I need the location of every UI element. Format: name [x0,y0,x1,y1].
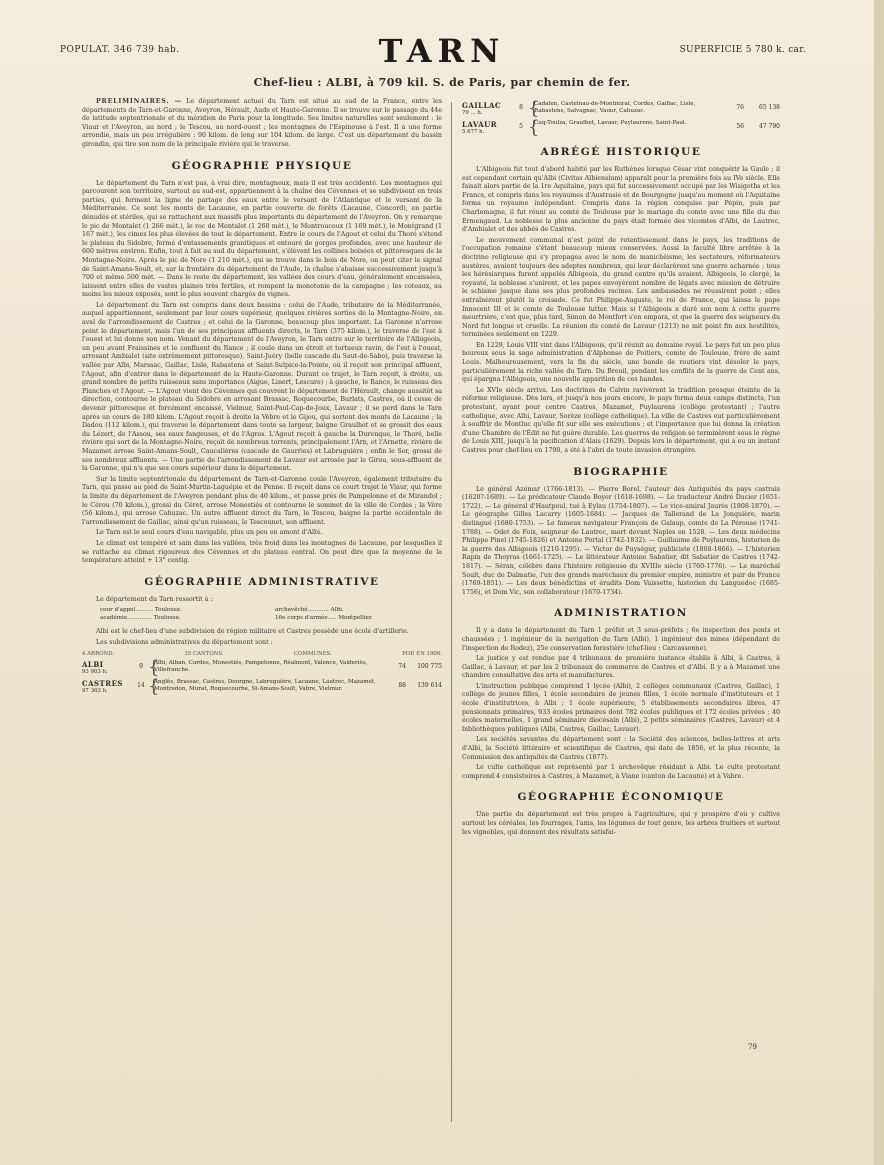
arrondissement-label: LAVAUR [462,120,498,129]
table-header-cell: COMMUNES. [293,651,332,658]
canton-count: 14 [137,682,145,690]
superficie-label: SUPERFICIE 5 780 k. car. [679,45,806,55]
population-value: 47 790 [759,123,780,130]
arrondissement-name [82,679,134,694]
economique-paragraph: Une partie du département est très propre à l'agriculture, qui y prospère d'où y cultive surtout les céréales, les fourrages, l'anis, les légumes de tout genre, les arbres fruitiers et surtout les vignobles, qui donnent des résultats satisfai- [462,811,780,836]
page-number: 79 [748,1043,757,1051]
physique-paragraph: Le département du Tarn est compris dans deux bassins : celui de l'Aude, tributaire de la Méditerranée, auquel appartiennent, seulement par leur cours supérieur, quelques rivières sorties de la Montagne-Noire, en aval de l'arrondissement de Castres ; et celui de la Garonne, beaucoup plus important. La Garonne n'arrose point le département, mais l'un de ses principaux affluents directs, le Tarn (375 kilom.), le traverse de l'est à l'ouest et lui donne son nom. Venant du département de l'Aveyron, le Tarn entre sur le territoire de l'Albigeois, un peu avant Fraissines et le confluent du Rance ; il coule dans un étroit et tortueux ravin, de l'est à l'ouest, arrosant Ambialet (site extrêmement pittoresque), Saint-Juéry (belle cascade du Saut-de-Sabo), puis traverse la vallée par Albi, Marssac, Gaillac, Lisle, Rabastens et Saint-Sulpice-la-Pointe, où il reçoit son principal affluent, l'Agout, afin d'entrer dans le département de la Haute-Garonne. Durant ce trajet, le Tarn reçoit, à droite, un grand nombre de petits ruisseaux sans importance (Aiguo, Linert, Lescure) ; à gauche, le Rance, le ruisseau des Planches et l'Agout. — L'Agout vient des Cévennes qui couvrent le département de l'Hérault, change aussitôt sa direction, contourne le plateau du Sidobre en arrosant Brassac, Roquecourbe, Burlats, Castres, où il cesse de devenir pittoresque et forcément encaissé, Vielmur, Saint-Paul-Cap-de-Joux, Lavaur ; il se perd dans le Tarn après un cours de 180 kilom. L'Agout reçoit à droite la Vèbre et le Gijou, qui sortent des monts de Lacaune ; la Dadou (112 kilom.), qui traverse le département dans toute sa largeur, baigne Graulhet et se grossit des eaux du Lézert, de l'Assou, ses eaux fangeuses, et de l'Agros. L'Agout reçoit à gauche la Durenque, le Thoré, belle rivière qui sort de la Montagne-Noire, reçoit de nombreux torrents, principalement l'Arn, et l'Arnette, rivière de Mazamet arrose Saint-Amans-Soult, Caucalières (cascade de Gaurries) et Labruguière ; enfin le Sor, grossi de ses nombreux affluents. — Une partie de l'arrondissement de Lavaur est arrosée par le Girou, sous-affluent de la Garonne, qui n'a que ses cours supérieur dans le département. [82,301,442,473]
table-header-cell: 35 CANTONS. [184,651,224,658]
preliminaires-lead: PRÉLIMINAIRES. — [96,98,182,105]
brace-icon: { [148,657,160,679]
physique-paragraph: Sur la limite septentrionale du département de Tarn-et-Garonne coule l'Aveyron, également tributaire du Tarn, qui passe au pied de Saint-Martin-Laguépie et de Penne. Il reçoit dans ce court trajet le Viaur, qui forme la limite du département de l'Aveyron pendant plus de 40 kilom., et passe près de Pampelonne et de Mirandol ; le Cérou (70 kilom.), grossi du Céret, arrose Monestiés et contourne le sommet de la ville de Cordes ; la Vère (56 kilom.), qui arrose Cahuzac. Un autre affluent direct du Tarn, le Tescou, baigne la partie occidentale de l'arrondissement de Gaillac, ainsi qu'un ruisseau, le Tescounet, son affluent. [82,475,442,526]
ressort-item: archevêché............ Albi. [275,607,344,614]
arrondissement-row [462,117,780,138]
arrondissement-name [462,101,514,116]
column-divider [451,102,452,1122]
preliminaires-paragraph [82,98,442,150]
population-label: POPULAT. 346 739 hab. [60,45,180,55]
administration-paragraph: Les sociétés savantes du département sont : la Société des sciences, belles-lettres et arts d'Albi, la Société littéraire et scientifique de Castres, qui date de 1856, et la plus récente, la Commission des antiquités de Castres (1877). [462,736,780,761]
historique-paragraph: L'Albigeois fut tout d'abord habité par les Ruthènes lorsque César vint conquérir la Gaule ; il est cependant certain qu'Albi (Civitas Albiensium) apparaît pour la première fois au IVe siècle. Elle faisait alors partie de la 1re Aquitaine, pays qui fut successivement occupé par les Wisigoths et les Francs, et compris dans les royaumes d'Austrasie et de Bourgogne jusqu'au moment où l'Aquitaine forma un royaume indépendant. Compris dans la région conquise par Pépin, puis par Charlemagne, il fut réuni au comté de Toulouse par le mariage du comte avec une fille du duc Ermengaud. La noblesse la plus ancienne du pays était formée des vicomtes d'Albi, de Lautrec, d'Ambialet et des abbés de Castres. [462,166,780,234]
preliminaires-text: Le département actuel du Tarn est situé au sud de la France, entre les départements de Tarn-et-Garonne, Aveyron, Hérault, Aude et Haute-Garonne. Il se trouve sur le passage du 44e de latitude septentrionale et du méridien de Paris pour la longitude. Ses limites naturelles sont seulement : le Viaur et l'Aveyron, au nord ; le Tescou, au nord-ouest ; les montagnes de l'Espinouse à l'est. Il a une forme arrondie, mais un peu irrégulière : 90 kilom. de long sur 104 kilom. de large. C'est un département du bassin girondin, qui tire son nom de la principale rivière qui le traverse. [82,98,442,148]
arrondissement-label: CASTRES [82,679,123,689]
arrondissement-label: ALBI [82,660,104,670]
arrondissement-row [82,676,442,698]
table-header-cell: POP. EN 1906. [402,651,442,658]
ressort-item: cour d'appel.......... Toulouse. [100,607,182,614]
ressort-item: 16e corps d'armée..... Montpellier. [275,614,373,621]
subdivisions-intro: Les subdivisions administratives du département sont : [96,638,273,646]
page-edge [874,0,884,1165]
arrondissement-row [462,98,780,119]
administration-paragraph: L'instruction publique comprend 1 lycée (Albi), 2 collèges communaux (Castres, Gaillac), 1 collège de jeunes filles, 1 école secondaire de jeunes filles, 1 école normale d'instituteurs et 1 école d'institutrices, à Albi ; 1 école supérieure, 5 établissements secondaires libres, 47 pensionnats primaires, 933 écoles primaires dont 782 écoles publiques et 172 écoles privées ; 40 écoles maternelles, 1 grand séminaire diocésain (Albi), 2 petits séminaires (Castres, Lavaur) et 4 bibliothèques publiques (Albi, Castres, Gaillac, Lavaur). [462,682,780,733]
ressort-item: académie.............. Toulouse. [100,614,181,621]
arrondissement-name [82,660,134,675]
brace-icon: { [528,117,540,138]
canton-count: 8 [519,104,523,111]
biographie-paragraph: Le général Azémar (1766-1813). — Pierre Borel, l'auteur des Antiquités du pays castrais (1620?-1689). — Le prédicateur Claude Boyer (1618-1698). — Le traducteur André Dacier (1651-1722). — Le général d'Hautpoul, tué à Eylau (1754-1807). — Le vice-amiral Jaurès (1808-1870). — Le géographe Gilles Lacarry (1605-1684). — Jacques de Tallerand de La Jonquière, marin distingué (1680-1753). — Le fameux navigateur François de Galaup, comte de La Pérouse (1741-1788). — Odet de Foix, seigneur de Lautrec, mort devant Naples en 1528. — Les deux médecins Philippe Pinel (1745-1826) et Antoine Portal (1742-1832). — Guillaume de Puylaurens, historien de la guerre des Albigeois (1210-1295). — Victor de Puységur, publiciste (1808-1866). — L'historien Rapin de Thoyras (1661-1725). — Le littérateur Antoine Sabatier, dit Sabatier de Castres (1742-1817). — Séran, célèbre dans l'histoire religieuse du XVIIIe siècle (1760-1776). — Le maréchal Soult, duc de Dalmatie, l'un des grands maréchaux du premier empire, ministre et pair de France (1769-1851). — Les deux bénédictins et érudits Dom Vaissette, historien du Languedoc (1685-1756), et Dom Vic, son collaborateur (1670-1734). [462,485,780,596]
canton-list: Anglès, Brassac, Castres, Dourgne, Labruguière, Lacaune, Lautrec, Mazamet, Montredon, Murat, Roquecourbe, St-Amans-Soult, Vabre, Vielmur. [154,679,376,693]
population-value: 139 614 [417,682,442,690]
canton-list: Cadalen, Castelnau-de-Montmiral, Cordes, Gaillac, Lisle, Rabastens, Salvagnac, Vaour, Cahuzac. [534,101,696,114]
physique-paragraph: Le Tarn est le seul cours d'eau navigable, plus un peu en amont d'Albi. [96,529,323,537]
arrondissement-pop: 97 363 h. [82,688,108,695]
physique-paragraph: Le département du Tarn n'est pas, à vrai dire, montagneux, mais il est très accidenté. Les montagnes qui parcourent son territoire, surtout au sud-est, appartiennent à la chaîne des Cévennes et se subdivisent en trois parties, qui forment la ligne de partage des eaux entre le versant de l'Atlantique et le versant de la Méditerranée. Ce sont les monts de Lacaune, en partie couverte de forêts (Lacaune, Concord), en partie dénudés et stériles, qui se rattachent aux massifs plus importants du département de l'Aveyron. On y remarque le pic de Montalet (1 266 mèt.), le roc de Montalet (1 260 mèt.), le Montroucoux (1 169 mèt.), le Montgrand (1 167 mèt.), les cimes les plus élevées de tout le département. Entre le cours de l'Agout et celui du Thoré s'étend le plateau du Sidobre, formé d'entassements granitiques et entouré de gorges profondes, avec une hauteur de 600 mètres environ. Enfin, tout à fait au sud du département, s'élèvent les collines boisées et pittoresques de la Montagne-Noire. Après le pic de Nore (1 210 mèt.), qui se trouve dans le bois de Nore, on peut citer le signal de Saint-Amans-Soult, et, sur la frontière du département de l'Aude, la chaîne s'abaisse successivement jusqu'à 700 et même 500 mèt. — Dans le reste du département, les vallées des cours d'eau, généralement encaissées, laissent entre elles de vastes plaines très fertiles, et rompent la monotonie de la campagne ; les coteaux, au moins les mieux exposés, sont le plus souvent chargés de vignes. [82,179,442,299]
arrondissement-pop: 79 ... h. [462,110,483,116]
ressort-intro: Le département du Tarn ressortit à : [96,595,213,603]
administration-paragraph: Il y a dans le département du Tarn 1 préfet et 3 sous-préfets ; 6e inspection des ponts et chaussées ; 1 ingénieur de la navigation du Tarn (Albi), 1 ingénieur des mines (dépendant de l'inspection de Rodez), 25e conservation forestière (chef-lieu : Carcassonne). [462,627,780,652]
brace-icon: { [148,676,160,698]
arrondissement-pop: 93 903 h. [82,669,108,676]
historique-paragraph: En 1229, Louis VIII vint dans l'Albigeois, qu'il réunit au domaine royal. Le pays fut un peu plus heureux sous la sage administration d'Alphonse de Poitiers, comte de Toulouse, frère de saint Louis. Malheureusement, vers la fin du siècle, une bande de routiers vint désoler le pays, particulièrement la riche vallée du Tarn. Du Breuil, pendant les conflits de la guerre de Cent ans, qui épargna l'Albigeois, une nouvelle apparition de ces bandes. [462,341,780,384]
geographie-administrative-heading: GÉOGRAPHIE ADMINISTRATIVE [144,575,380,588]
geographie-physique-heading: GÉOGRAPHIE PHYSIQUE [171,159,353,172]
brace-icon: { [528,98,540,119]
historique-paragraph: Le mouvement communal n'est point de retentissement dans le pays, les traditions de l'occupation romaine s'étant beaucoup mieux conservées. Aussi la faculté libre arrêtée à la doctrine religieuse qui s'y propagea avec le nom de manichéisme, les sectateurs, réformateurs austères, avaient toujours des adeptes nombreux, qui leur déclarèrent une guerre acharnée ; tous les hérésiarques furent appelés Albigeois, du grand centre qu'ils avaient. Albigeois, le clergé, la royauté, la noblesse s'unirent, et les papes envoyèrent nombre de légats avec mission de détruire le schisme jusque dans ses plus profondes racines. Les ambassades ne réussirent point ; elles entraînèrent plutôt la croisade. Ce fut Philippe-Auguste, le roi de France, qui laissa le pape Innocent III et le comte de Toulouse lutter. Mais si l'Albigeois a duré son nom à cette guerre meurtrière, c'est que, plus tard, Simon de Montfort s'en empara, et que la guerre des seigneurs du Nord fut longue et cruelle. La réunion du comté de Lavaur (1213) ne mit point fin aux hostilités, terminées seulement en 1229. [462,236,780,339]
arrondissement-label: GAILLAC [462,101,502,110]
arrondissement-table-header [82,651,442,657]
commune-count: 56 [736,123,744,130]
biographie-heading: BIOGRAPHIE [573,465,669,478]
canton-list: Cuq-Toulza, Graulhet, Lavaur, Puylaurens, Saint-Paul. [534,120,687,126]
commune-count: 76 [736,104,744,111]
admin-intro: Albi est le chef-lieu d'une subdivision de région militaire et Castres possède une école d'artillerie. [96,628,409,636]
physique-paragraph: Le climat est tempéré et sain dans les vallées, très froid dans les montagnes de Lacaune, par lesquelles il se rattache au climat rigoureux des Cévennes et du plateau central. On peut dire que la moyenne de la température atteint + 13° centig. [82,539,442,565]
administration-paragraph: La justice y est rendue par 4 tribunaux de première instance établis à Albi, à Castres, à Gaillac, à Lavaur, et par les 2 tribunaux de commerce de Castres et d'Albi. Il y a à Mazamet une chambre consultative des arts et manufactures. [462,655,780,680]
administration-paragraph: Le culte catholique est représenté par 1 archevêque résidant à Albi. Le culte protestant comprend 4 consistoires à Castres, à Mazamet, à Viane (canton de Lacaune) et à Vabre. [462,764,780,780]
arrondissement-name [462,120,514,135]
chef-lieu-subtitle: Chef-lieu : ALBI, à 709 kil. S. de Paris, par chemin de fer. [253,76,631,89]
historique-paragraph: Le XVIe siècle arriva. Les doctrines de Calvin ravivèrent la tradition presque éteinte de la réforme religieuse. Dès lors, et jusqu'à nos jours encore, le pays forma deux camps distincts, l'un protestant, ayant pour centre Castres, Mazamet, Puylaurens (collège protestant) ; l'autre catholique, avec Albi, Lavaur, Sorèze (collège catholique). La ville de Castres eut particulièrement à souffrir de Montluc qu'elle fit sur elle ses exécutions ; et l'importance que lui donna la création d'une Chambre de l'Édit ne fut guère durable. Les guerres de religion se terminèrent sous le règne de Louis XIII, jusqu'à la pacification d'Alais (1629). Depuis lors le département, qui a eu un instant Castres pour chef-lieu en 1790, a été à l'abri de toute invasion étrangère. [462,386,780,454]
abrege-historique-heading: ABRÉGÉ HISTORIQUE [540,146,702,158]
administration-heading: ADMINISTRATION [554,607,688,620]
table-header-cell: 4 ARROND. [82,651,115,658]
arrondissement-pop: 5 677 h. [462,129,485,135]
page-title: TARN [378,32,506,70]
ressort-list [100,607,442,622]
left-column [82,98,442,1143]
population-value: 100 775 [417,663,442,671]
canton-count: 5 [519,123,523,130]
canton-count: 9 [139,663,143,671]
arrondissement-row [82,657,442,679]
commune-count: 88 [398,682,406,690]
population-value: 65 138 [759,104,780,111]
right-column [462,98,780,1143]
commune-count: 74 [398,663,406,671]
geographie-economique-heading: GÉOGRAPHIE ÉCONOMIQUE [517,791,725,804]
canton-list: Albi, Alban, Cordes, Monestiés, Pampelonne, Réalmont, Valence, Valderiès, Villefranche. [154,660,368,674]
